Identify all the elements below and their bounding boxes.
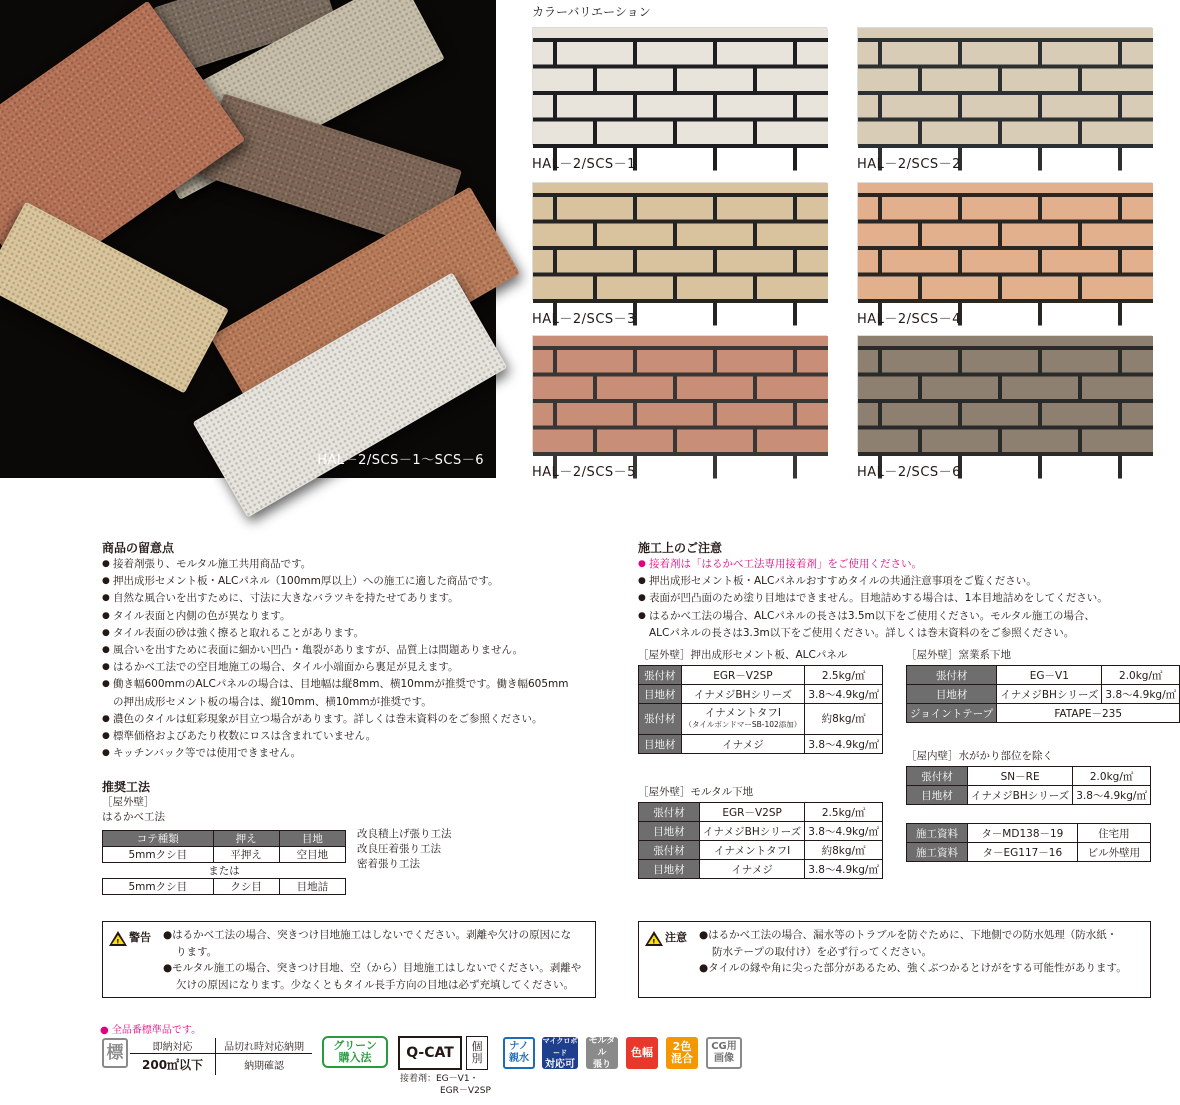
delivery-header: 品切れ時対応納期 (216, 1038, 313, 1054)
swatch-label: HAL－2/SCS－4 (857, 312, 961, 327)
spec-key: ジョイントテープ (907, 704, 997, 723)
method-title: 推奨工法 (102, 780, 151, 794)
product-photo (0, 0, 496, 478)
spec-table-alc (638, 665, 883, 754)
badge-text: マイクロボード (542, 1037, 578, 1057)
swatch-label: HAL－2/SCS－6 (857, 465, 961, 480)
spec-key: 張付材 (907, 666, 997, 685)
caution-list (638, 556, 1108, 642)
method-side-item: 密着張り工法 (357, 858, 420, 870)
spec-material: FATAPE－235 (997, 704, 1180, 723)
spec-amount: 2.5kg/㎡ (805, 803, 883, 822)
spec-amount: 2.0kg/㎡ (1073, 767, 1151, 786)
delivery-value: 200㎡以下 (130, 1054, 216, 1076)
method-side-list (357, 827, 452, 872)
spec-material: EG－V1 (997, 666, 1102, 685)
swatch-label: HAL－2/SCS－3 (532, 312, 636, 327)
method-name: はるかべ工法 (102, 811, 165, 823)
notes-item: ● 働き幅600mmのALCパネルの場合は、目地幅は縦8mm、横10mmが推奨です。働き幅605mm (102, 676, 568, 693)
notes-item: ● 押出成形セメント板・ALCパネル（100mm厚以上）への施工に適した商品です。 (102, 573, 568, 590)
spec-amount: 約8kg/㎡ (805, 841, 883, 860)
spec-table-mortar (638, 802, 883, 879)
individual-badge (466, 1036, 488, 1070)
method-cell: 空目地 (279, 847, 345, 863)
color-swatch (857, 27, 1152, 145)
notes-item: ● 接着剤張り、モルタル施工共用商品です。 (102, 556, 568, 573)
notes-item: ● はるかべ工法での空目地施工の場合、タイル小端面から裏足が見えます。 (102, 659, 568, 676)
caution-item: ● 押出成形セメント板・ALCパネルおすすめタイルの共通注意事項をご覧ください。 (638, 573, 1108, 590)
spec-amount: 2.0kg/㎡ (1102, 666, 1180, 685)
standard-mark-icon: 標 (102, 1038, 128, 1068)
swatch-label: HAL－2/SCS－5 (532, 465, 636, 480)
mortar-badge (586, 1037, 618, 1069)
spec-key: 施工資料 (907, 824, 968, 843)
variation-title: カラーバリエーション (532, 5, 651, 19)
spec-title-mortar: ［屋外壁］モルタル下地 (638, 786, 754, 798)
spec-table-indoor (906, 766, 1151, 805)
color-variation-badge: 色幅 (626, 1037, 658, 1069)
color-swatch (532, 335, 827, 453)
spec-table-siding (906, 665, 1180, 723)
warning-head (109, 930, 151, 947)
notes-item: ● 濃色のタイルは虹彩現象が目立つ場合があります。詳しくは巻末資料のをご参照ください。 (102, 711, 568, 728)
badge-text: 対応可 (545, 1059, 575, 1070)
color-swatch (857, 335, 1152, 453)
method-cell: 5mmクシ目 (103, 847, 214, 863)
spec-key: 目地材 (639, 822, 700, 841)
attention-line: はるかべ工法の場合、漏水等のトラブルを防ぐために、下地側での防水処理（防水紙・ (708, 929, 1118, 941)
spec-key: 目地材 (907, 786, 968, 805)
warning-label: 警告 (129, 931, 151, 944)
warning-line: 欠けの原因になります。少なくともタイル長手方向の目地は必ず充填してください。 (176, 978, 574, 991)
caution-item: ALCパネルの長さは3.3m以下をご使用ください。詳しくは巻末資料のをご参照ください。 (649, 626, 1075, 639)
spec-amount: 3.8～4.9kg/㎡ (805, 822, 883, 841)
delivery-table (130, 1038, 312, 1075)
notes-section (102, 539, 568, 762)
photo-caption: HAL－2/SCS－1～SCS－6 (317, 453, 484, 468)
warning-text: ●はるかべ工法の場合、突きつけ目地施工はしないでください。剥離や欠けの原因にな ります。 ●モルタル施工の場合、突きつけ目地、空（から）目地施工はしないでください。剥離や 欠けの原因になります。少なくともタイル長手方向の目地は必ず充填してください。 (163, 927, 581, 993)
attention-line: タイルの縁や角に尖った部分があるため、強くぶつかるとけがをする可能性があります。 (708, 962, 1127, 974)
spec-key: 目地材 (639, 735, 682, 754)
spec-material: イナメジ (700, 860, 805, 879)
caution-title: 施工上のご注意 (638, 541, 723, 555)
badge-text: グリーン (333, 1039, 377, 1052)
badge-text: 購入法 (338, 1051, 372, 1064)
badge-text: 張り (592, 1060, 611, 1070)
warning-line: モルタル施工の場合、突きつけ目地、空（から）目地施工はしないでください。剥離や (172, 962, 582, 974)
spec-amount: 3.8～4.9kg/㎡ (805, 685, 883, 704)
two-color-badge (666, 1037, 698, 1069)
color-swatch (532, 182, 827, 300)
attention-text: ●はるかべ工法の場合、漏水等のトラブルを防ぐために、下地側での防水処理（防水紙・ 防水テープの取付け）を必ず行ってください。 ●タイルの縁や角に尖った部分があるため、強くぶつかるとけがをする可能性があります。 (699, 929, 1127, 974)
spec-material: イナメジBHシリーズ (681, 685, 805, 704)
color-swatch (857, 182, 1152, 300)
delivery-header: 即納対応 (130, 1038, 216, 1054)
notes-title: 商品の留意点 (102, 541, 175, 555)
method-or: または (208, 865, 240, 877)
adhesive-note (400, 1073, 491, 1097)
spec-material: イナメジ (681, 735, 805, 754)
badge-text: 画像 (714, 1053, 734, 1064)
spec-title-indoor: ［屋内壁］水がかり部位を除く (906, 750, 1053, 762)
spec-doc-id: タ－EG117－16 (968, 843, 1078, 862)
badge-text: モルタル (588, 1036, 616, 1058)
attention-label: 注意 (665, 931, 687, 944)
method-table (102, 830, 346, 895)
attention-box (638, 921, 1151, 998)
warning-icon: ! (109, 931, 127, 946)
notes-item: ● タイル表面の砂は強く擦ると取れることがあります。 (102, 625, 568, 642)
spec-key: 張付材 (639, 666, 682, 685)
green-purchase-badge (322, 1036, 388, 1068)
method-cell: 平押え (213, 847, 279, 863)
caution-item: ● 接着剤は「はるかべ工法専用接着剤」をご使用ください。 (638, 556, 1108, 573)
spec-table-docs (906, 823, 1151, 862)
warning-line: はるかべ工法の場合、突きつけ目地施工はしないでください。剥離や欠けの原因にな (172, 929, 572, 941)
notes-list (102, 556, 568, 762)
method-cell: 5mmクシ目 (103, 879, 214, 895)
spec-material (681, 704, 805, 735)
spec-material: SN－RE (968, 767, 1073, 786)
spec-amount: 2.5kg/㎡ (805, 666, 883, 685)
method-header: 目地 (279, 831, 345, 847)
badge-text: 混合 (671, 1052, 693, 1065)
caution-item: ● 表面が凹凸面のため塗り目地はできません。目地詰めする場合は、1本目地詰めをしてください。 (638, 590, 1108, 607)
spec-doc-id: タ－MD138－19 (968, 824, 1078, 843)
spec-amount: 3.8～4.9kg/㎡ (1073, 786, 1151, 805)
spec-material-name: イナメントタフⅠ (704, 707, 782, 719)
notes-item: ● 風合いを出すために表面に細かい凹凸・亀裂がありますが、品質上は問題ありません。 (102, 642, 568, 659)
delivery-value: 納期確認 (244, 1061, 285, 1072)
microboard-badge (542, 1037, 578, 1069)
caution-icon: ! (645, 931, 663, 946)
spec-key: 張付材 (639, 841, 700, 860)
spec-key: 施工資料 (907, 843, 968, 862)
attention-head (645, 930, 687, 947)
spec-material: EGR－V2SP (700, 803, 805, 822)
badge-text: 個 (471, 1040, 483, 1053)
spec-key: 目地材 (639, 685, 682, 704)
badge-text: ナノ (509, 1041, 529, 1052)
badge-text: CG用 (711, 1041, 737, 1052)
spec-key: 目地材 (907, 685, 997, 704)
warning-line: ります。 (176, 945, 218, 958)
notes-item: ● タイル表面と内側の色が異なります。 (102, 608, 568, 625)
nano-hydrophilic-badge (503, 1037, 535, 1069)
spec-amount: 約8kg/㎡ (805, 704, 883, 735)
caution-section (638, 539, 1108, 642)
method-side-item: 改良圧着張り工法 (357, 843, 441, 855)
badge-text: 2色 (672, 1040, 692, 1053)
method-header: 押え (213, 831, 279, 847)
spec-title-siding: ［屋外壁］窯業系下地 (906, 649, 1011, 661)
notes-item: ● キッチンバック等では使用できません。 (102, 745, 568, 762)
spec-key: 張付材 (639, 704, 682, 735)
badge-text: 別 (471, 1052, 483, 1065)
spec-material-note: （タイルボンドマーSB-102添加） (684, 720, 802, 729)
badge-text: Q-CAT (406, 1045, 454, 1061)
notes-item: の押出成形セメント板の場合は、縦10mm、横10mmが推奨です。 (113, 695, 432, 708)
notes-item: ● 標準価格およびあたり枚数にロスは含まれていません。 (102, 728, 568, 745)
badge-text: 親水 (509, 1053, 529, 1064)
method-header: コテ種類 (103, 831, 214, 847)
caution-item: ● はるかべ工法の場合、ALCパネルの長さは3.5m以下をご使用ください。モルタル施工の場合、 (638, 608, 1108, 625)
spec-key: 目地材 (639, 860, 700, 879)
spec-key: 張付材 (907, 767, 968, 786)
warning-box (102, 921, 596, 998)
method-cell: クシ目 (213, 879, 279, 895)
attention-line: 防水テープの取付け）を必ず行ってください。 (712, 945, 932, 958)
adhesive-line: EGR－V2SP (440, 1086, 491, 1096)
color-swatch (532, 27, 827, 145)
swatch-label: HAL－2/SCS－1 (532, 157, 636, 172)
spec-material: イナメジBHシリーズ (997, 685, 1102, 704)
qcat-badge (398, 1036, 462, 1070)
spec-key: 張付材 (639, 803, 700, 822)
spec-material: イナメントタフⅠ (700, 841, 805, 860)
spec-amount: 3.8～4.9kg/㎡ (805, 735, 883, 754)
swatch-label: HAL－2/SCS－2 (857, 157, 961, 172)
method-location: ［屋外壁］ (102, 796, 155, 808)
spec-amount: 3.8～4.9kg/㎡ (805, 860, 883, 879)
spec-doc-use: 住宅用 (1077, 824, 1150, 843)
method-cell: 目地詰 (279, 879, 345, 895)
spec-title-alc: ［屋外壁］押出成形セメント板、ALCパネル (638, 649, 848, 661)
method-section (102, 778, 165, 825)
cg-image-badge (706, 1037, 742, 1069)
spec-material: イナメジBHシリーズ (700, 822, 805, 841)
spec-material: イナメジBHシリーズ (968, 786, 1073, 805)
notes-item: ● 自然な風合いを出すために、寸法に大きなバラツキを持たせてあります。 (102, 590, 568, 607)
spec-doc-use: ビル外壁用 (1077, 843, 1150, 862)
spec-amount: 3.8～4.9kg/㎡ (1102, 685, 1180, 704)
footer-note: ● 全品番標準品です。 (100, 1025, 202, 1036)
adhesive-line: 接着剤：EG－V1・ (400, 1074, 479, 1084)
method-side-item: 改良積上げ張り工法 (357, 828, 452, 840)
spec-material: EGR－V2SP (681, 666, 805, 685)
